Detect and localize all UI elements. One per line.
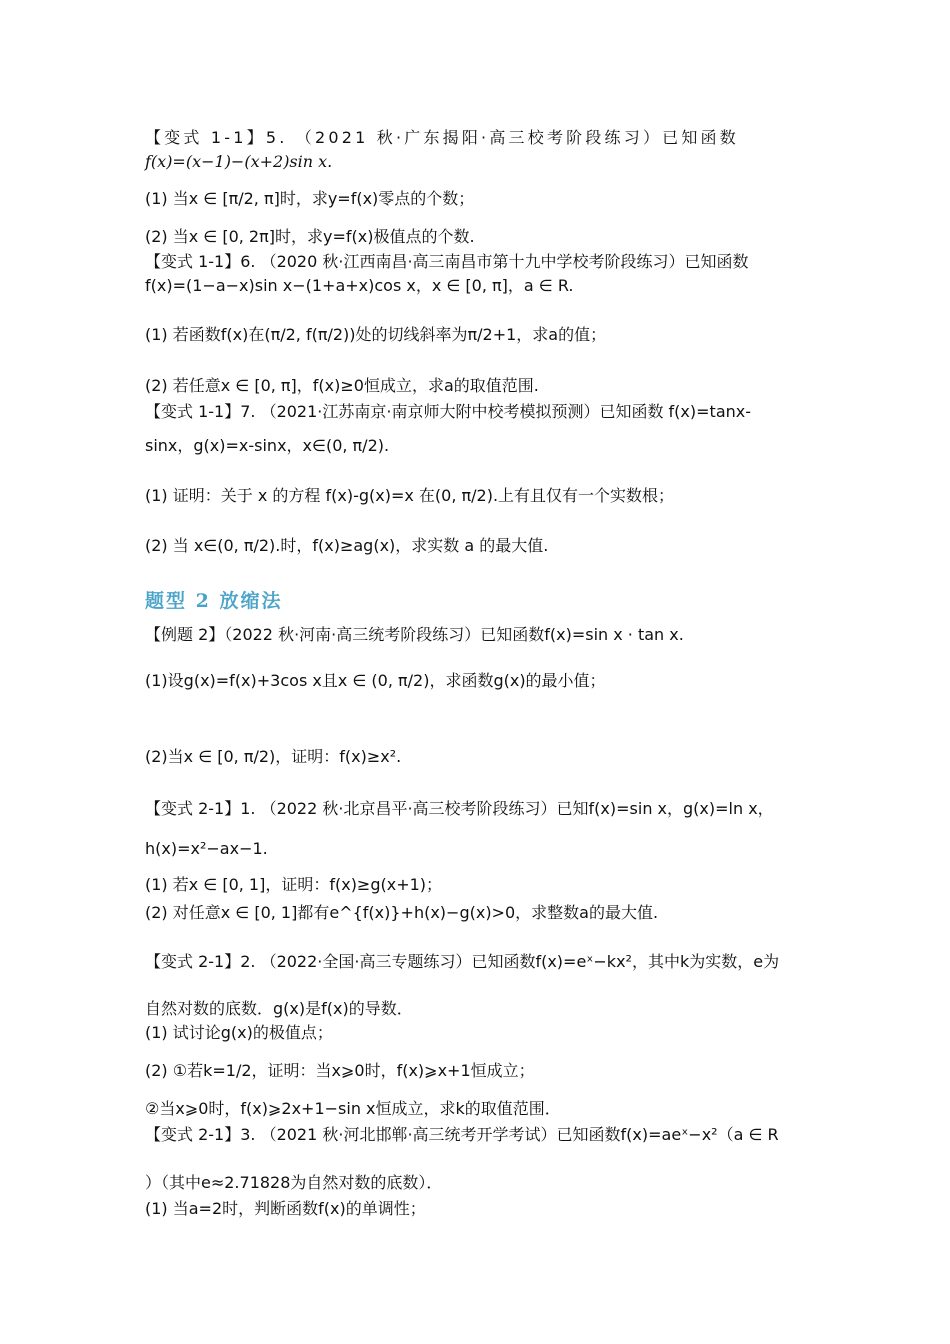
problem-2-1-2-part-2b: ②当x⩾0时，f(x)⩾2x+1−sin x恒成立，求k的取值范围． <box>145 1099 561 1118</box>
problem-1-1-7-part-1: (1) 证明：关于 x 的方程 f(x)-g(x)=x 在(0, π/2).上有且仅有一个实数根； <box>145 486 675 505</box>
problem-1-1-5-header: 【变式 1-1】5. （2021 秋·广东揭阳·高三校考阶段练习）已知函数 <box>145 128 739 147</box>
problem-2-1-3-part-1: (1) 当a=2时，判断函数f(x)的单调性； <box>145 1199 426 1218</box>
problem-2-1-1-part-1: (1) 若x ∈ [0, 1]，证明：f(x)≥g(x+1)； <box>145 875 443 894</box>
problem-1-1-5-part-2: (2) 当x ∈ [0, 2π]时，求y=f(x)极值点的个数. <box>145 227 475 246</box>
problem-1-1-6-header: 【变式 1-1】6. （2020 秋·江西南昌·高三南昌市第十九中学校考阶段练习）已知函数 <box>145 252 749 271</box>
example-2-part-1: (1)设g(x)=f(x)+3cos x且x ∈ (0, π/2)，求函数g(x)的最小值； <box>145 671 606 690</box>
problem-1-1-5-part-1: (1) 当x ∈ [π/2, π]时，求y=f(x)零点的个数； <box>145 189 475 208</box>
problem-1-1-7-part-2: (2) 当 x∈(0, π/2).时，f(x)≥ag(x)，求实数 a 的最大值. <box>145 536 549 555</box>
problem-2-1-1-function-h: h(x)=x²−ax−1. <box>145 839 268 858</box>
problem-1-1-7-header: 【变式 1-1】7. （2021·江苏南京·南京师大附中校考模拟预测）已知函数 f(x)=tanx- <box>145 402 752 421</box>
problem-2-1-1-header: 【变式 2-1】1. （2022 秋·北京昌平·高三校考阶段练习）已知f(x)=sin x，g(x)=ln x， <box>145 799 774 818</box>
problem-1-1-7-function: sinx，g(x)=x-sinx，x∈(0, π/2). <box>145 436 390 455</box>
problem-1-1-5-function: f(x)=(x−1)−(x+2)sin x. <box>145 152 333 171</box>
example-2-part-2: (2)当x ∈ [0, π/2)，证明：f(x)≥x². <box>145 747 402 766</box>
problem-2-1-1-part-2: (2) 对任意x ∈ [0, 1]都有e^{f(x)}+h(x)−g(x)>0，求整数a的最大值. <box>145 903 659 922</box>
problem-2-1-2-note: 自然对数的底数．g(x)是f(x)的导数． <box>145 999 413 1018</box>
problem-1-1-6-part-2: (2) 若任意x ∈ [0, π]，f(x)≥0恒成立，求a的取值范围. <box>145 376 539 395</box>
problem-2-1-2-part-1: (1) 试讨论g(x)的极值点； <box>145 1023 333 1042</box>
problem-2-1-2-part-2a: (2) ①若k=1/2，证明：当x⩾0时，f(x)⩾x+1恒成立； <box>145 1061 535 1080</box>
problem-2-1-3-note: ）（其中e≈2.71828为自然对数的底数）． <box>145 1173 443 1192</box>
problem-2-1-3-header: 【变式 2-1】3. （2021 秋·河北邯郸·高三统考开学考试）已知函数f(x)=aeˣ−x²（a ∈ R <box>145 1125 779 1144</box>
problem-1-1-6-function: f(x)=(1−a−x)sin x−(1+a+x)cos x，x ∈ [0, π]，a ∈ R. <box>145 276 574 295</box>
problem-1-1-6-part-1: (1) 若函数f(x)在(π/2, f(π/2))处的切线斜率为π/2+1，求a的值； <box>145 325 607 344</box>
problem-2-1-2-header: 【变式 2-1】2. （2022·全国·高三专题练习）已知函数f(x)=eˣ−kx²，其中k为实数，e为 <box>145 952 780 971</box>
section-heading: 题型 2 放缩法 <box>145 590 283 612</box>
example-2-header: 【例题 2】（2022 秋·河南·高三统考阶段练习）已知函数f(x)=sin x · tan x. <box>145 625 684 644</box>
